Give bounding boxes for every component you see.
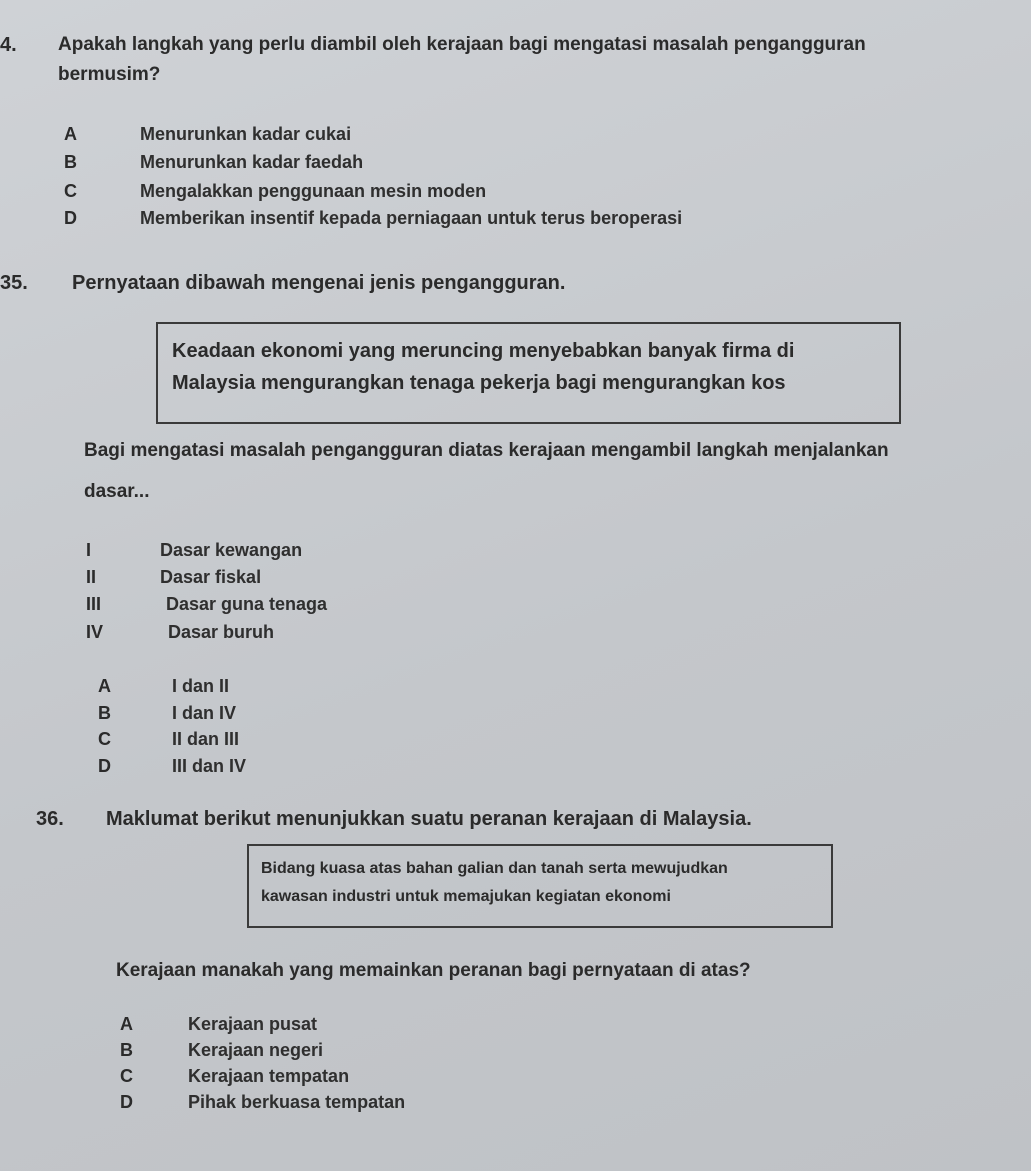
option-text: Menurunkan kadar cukai xyxy=(140,124,352,144)
option-letter: A xyxy=(98,676,111,696)
option-text: Kerajaan pusat xyxy=(188,1014,318,1034)
roman-numeral: III xyxy=(86,594,102,614)
option-text: I dan IV xyxy=(172,703,237,723)
option-text: Kerajaan tempatan xyxy=(188,1066,350,1086)
option-text: Pihak berkuasa tempatan xyxy=(188,1092,406,1112)
information-line2: kawasan industri untuk memajukan kegiatan ekonomi xyxy=(261,888,671,905)
option-letter: B xyxy=(120,1040,133,1060)
question-number: 36. xyxy=(36,808,64,830)
information-box xyxy=(247,844,833,928)
item-text: Dasar fiskal xyxy=(160,567,262,587)
question-intro: Maklumat berikut menunjukkan suatu peranan kerajaan di Malaysia. xyxy=(106,808,752,830)
statement-box xyxy=(156,322,901,424)
option-text: Mengalakkan penggunaan mesin moden xyxy=(140,181,487,201)
option-text: Menurunkan kadar faedah xyxy=(140,152,364,172)
option-letter: C xyxy=(98,729,111,749)
item-text: Dasar guna tenaga xyxy=(166,594,328,614)
option-text: Kerajaan negeri xyxy=(188,1040,324,1060)
statement-line1: Keadaan ekonomi yang meruncing menyebabkan banyak firma di xyxy=(172,340,795,362)
option-text: III dan IV xyxy=(172,756,247,776)
roman-numeral: IV xyxy=(86,622,104,642)
question-number: 35. xyxy=(0,272,28,294)
question-text-line2: bermusim? xyxy=(58,64,161,85)
option-letter: A xyxy=(64,124,77,144)
option-letter: A xyxy=(120,1014,133,1034)
option-letter: C xyxy=(120,1066,133,1086)
question-number: 4. xyxy=(0,34,17,56)
option-letter: C xyxy=(64,181,77,201)
option-letter: D xyxy=(120,1092,133,1112)
item-text: Dasar buruh xyxy=(168,622,275,642)
question-intro: Pernyataan dibawah mengenai jenis pengangguran. xyxy=(72,272,566,294)
option-text: II dan III xyxy=(172,729,240,749)
roman-numeral: II xyxy=(86,567,97,587)
option-letter: D xyxy=(98,756,111,776)
option-text: Memberikan insentif kepada perniagaan untuk terus beroperasi xyxy=(140,208,683,228)
question-stem-line1: Bagi mengatasi masalah pengangguran diatas kerajaan mengambil langkah menjalankan xyxy=(84,440,889,461)
item-text: Dasar kewangan xyxy=(160,540,303,560)
option-text: I dan II xyxy=(172,676,230,696)
option-letter: B xyxy=(98,703,111,723)
statement-line2: Malaysia mengurangkan tenaga pekerja bagi mengurangkan kos xyxy=(172,372,786,394)
information-line1: Bidang kuasa atas bahan galian dan tanah serta mewujudkan xyxy=(261,860,728,877)
option-letter: D xyxy=(64,208,77,228)
question-stem-line2: dasar... xyxy=(84,481,150,502)
roman-numeral: I xyxy=(86,540,92,560)
question-stem: Kerajaan manakah yang memainkan peranan bagi pernyataan di atas? xyxy=(116,960,751,981)
question-text-line1: Apakah langkah yang perlu diambil oleh kerajaan bagi mengatasi masalah pengangguran xyxy=(58,34,866,55)
option-letter: B xyxy=(64,152,77,172)
